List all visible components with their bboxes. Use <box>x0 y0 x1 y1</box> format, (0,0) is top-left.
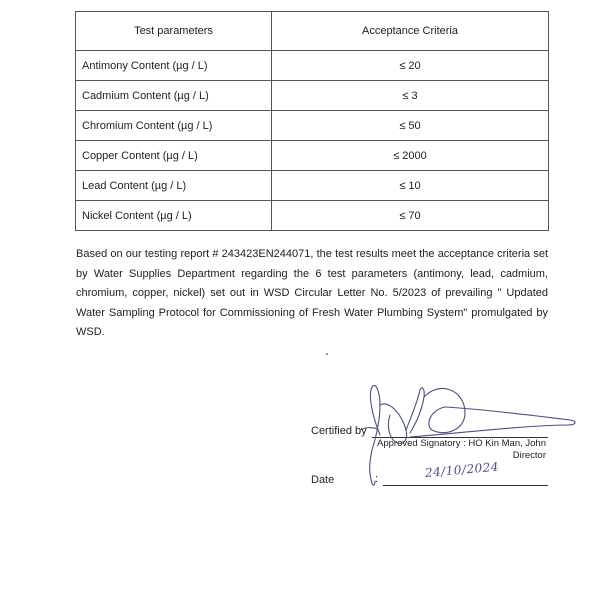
table-row <box>76 81 549 111</box>
criteria-cell: ≤ 10 <box>272 171 549 201</box>
handwritten-signature <box>350 375 580 495</box>
parameter-cell: Copper Content (µg / L) <box>76 141 272 171</box>
table-row <box>76 201 549 231</box>
date-colon: : <box>375 473 379 485</box>
parameter-cell: Antimony Content (µg / L) <box>76 51 272 81</box>
criteria-cell: ≤ 70 <box>272 201 549 231</box>
criteria-cell: ≤ 3 <box>272 81 549 111</box>
scan-speck <box>326 353 328 355</box>
criteria-cell: ≤ 20 <box>272 51 549 81</box>
handwritten-date: 24/10/2024 <box>424 459 500 480</box>
signatory-title: Director <box>512 450 546 461</box>
table-row <box>76 51 549 81</box>
table-row <box>76 111 549 141</box>
table-row <box>76 171 549 201</box>
acceptance-criteria-table <box>75 11 549 231</box>
compliance-statement: Based on our testing report # 243423EN244071, the test results meet the acceptance criteria set by Water Supplies Department regarding the 6 test parameters (antimony, lead, cadmium, chromium, copper, nickel) set out in WSD Circular Letter No. 5/2023 of prevailing " Updated Water Sampling Protocol for Commissioning of Fresh Water Plumbing System" promulgated by WSD. <box>76 248 548 338</box>
column-header-acceptance-criteria: Acceptance Criteria <box>272 12 549 51</box>
table-row <box>76 141 549 171</box>
signatory-name: Approved Signatory : HO Kin Man, John <box>377 438 546 449</box>
parameter-cell: Chromium Content (µg / L) <box>76 111 272 141</box>
parameter-cell: Nickel Content (µg / L) <box>76 201 272 231</box>
parameter-cell: Cadmium Content (µg / L) <box>76 81 272 111</box>
date-label: Date <box>311 474 335 486</box>
column-header-test-parameters: Test parameters <box>76 12 272 51</box>
table-header-row <box>76 12 549 51</box>
criteria-cell: ≤ 2000 <box>272 141 549 171</box>
certified-by-label: Certified by <box>311 425 367 437</box>
criteria-cell: ≤ 50 <box>272 111 549 141</box>
parameter-cell: Lead Content (µg / L) <box>76 171 272 201</box>
